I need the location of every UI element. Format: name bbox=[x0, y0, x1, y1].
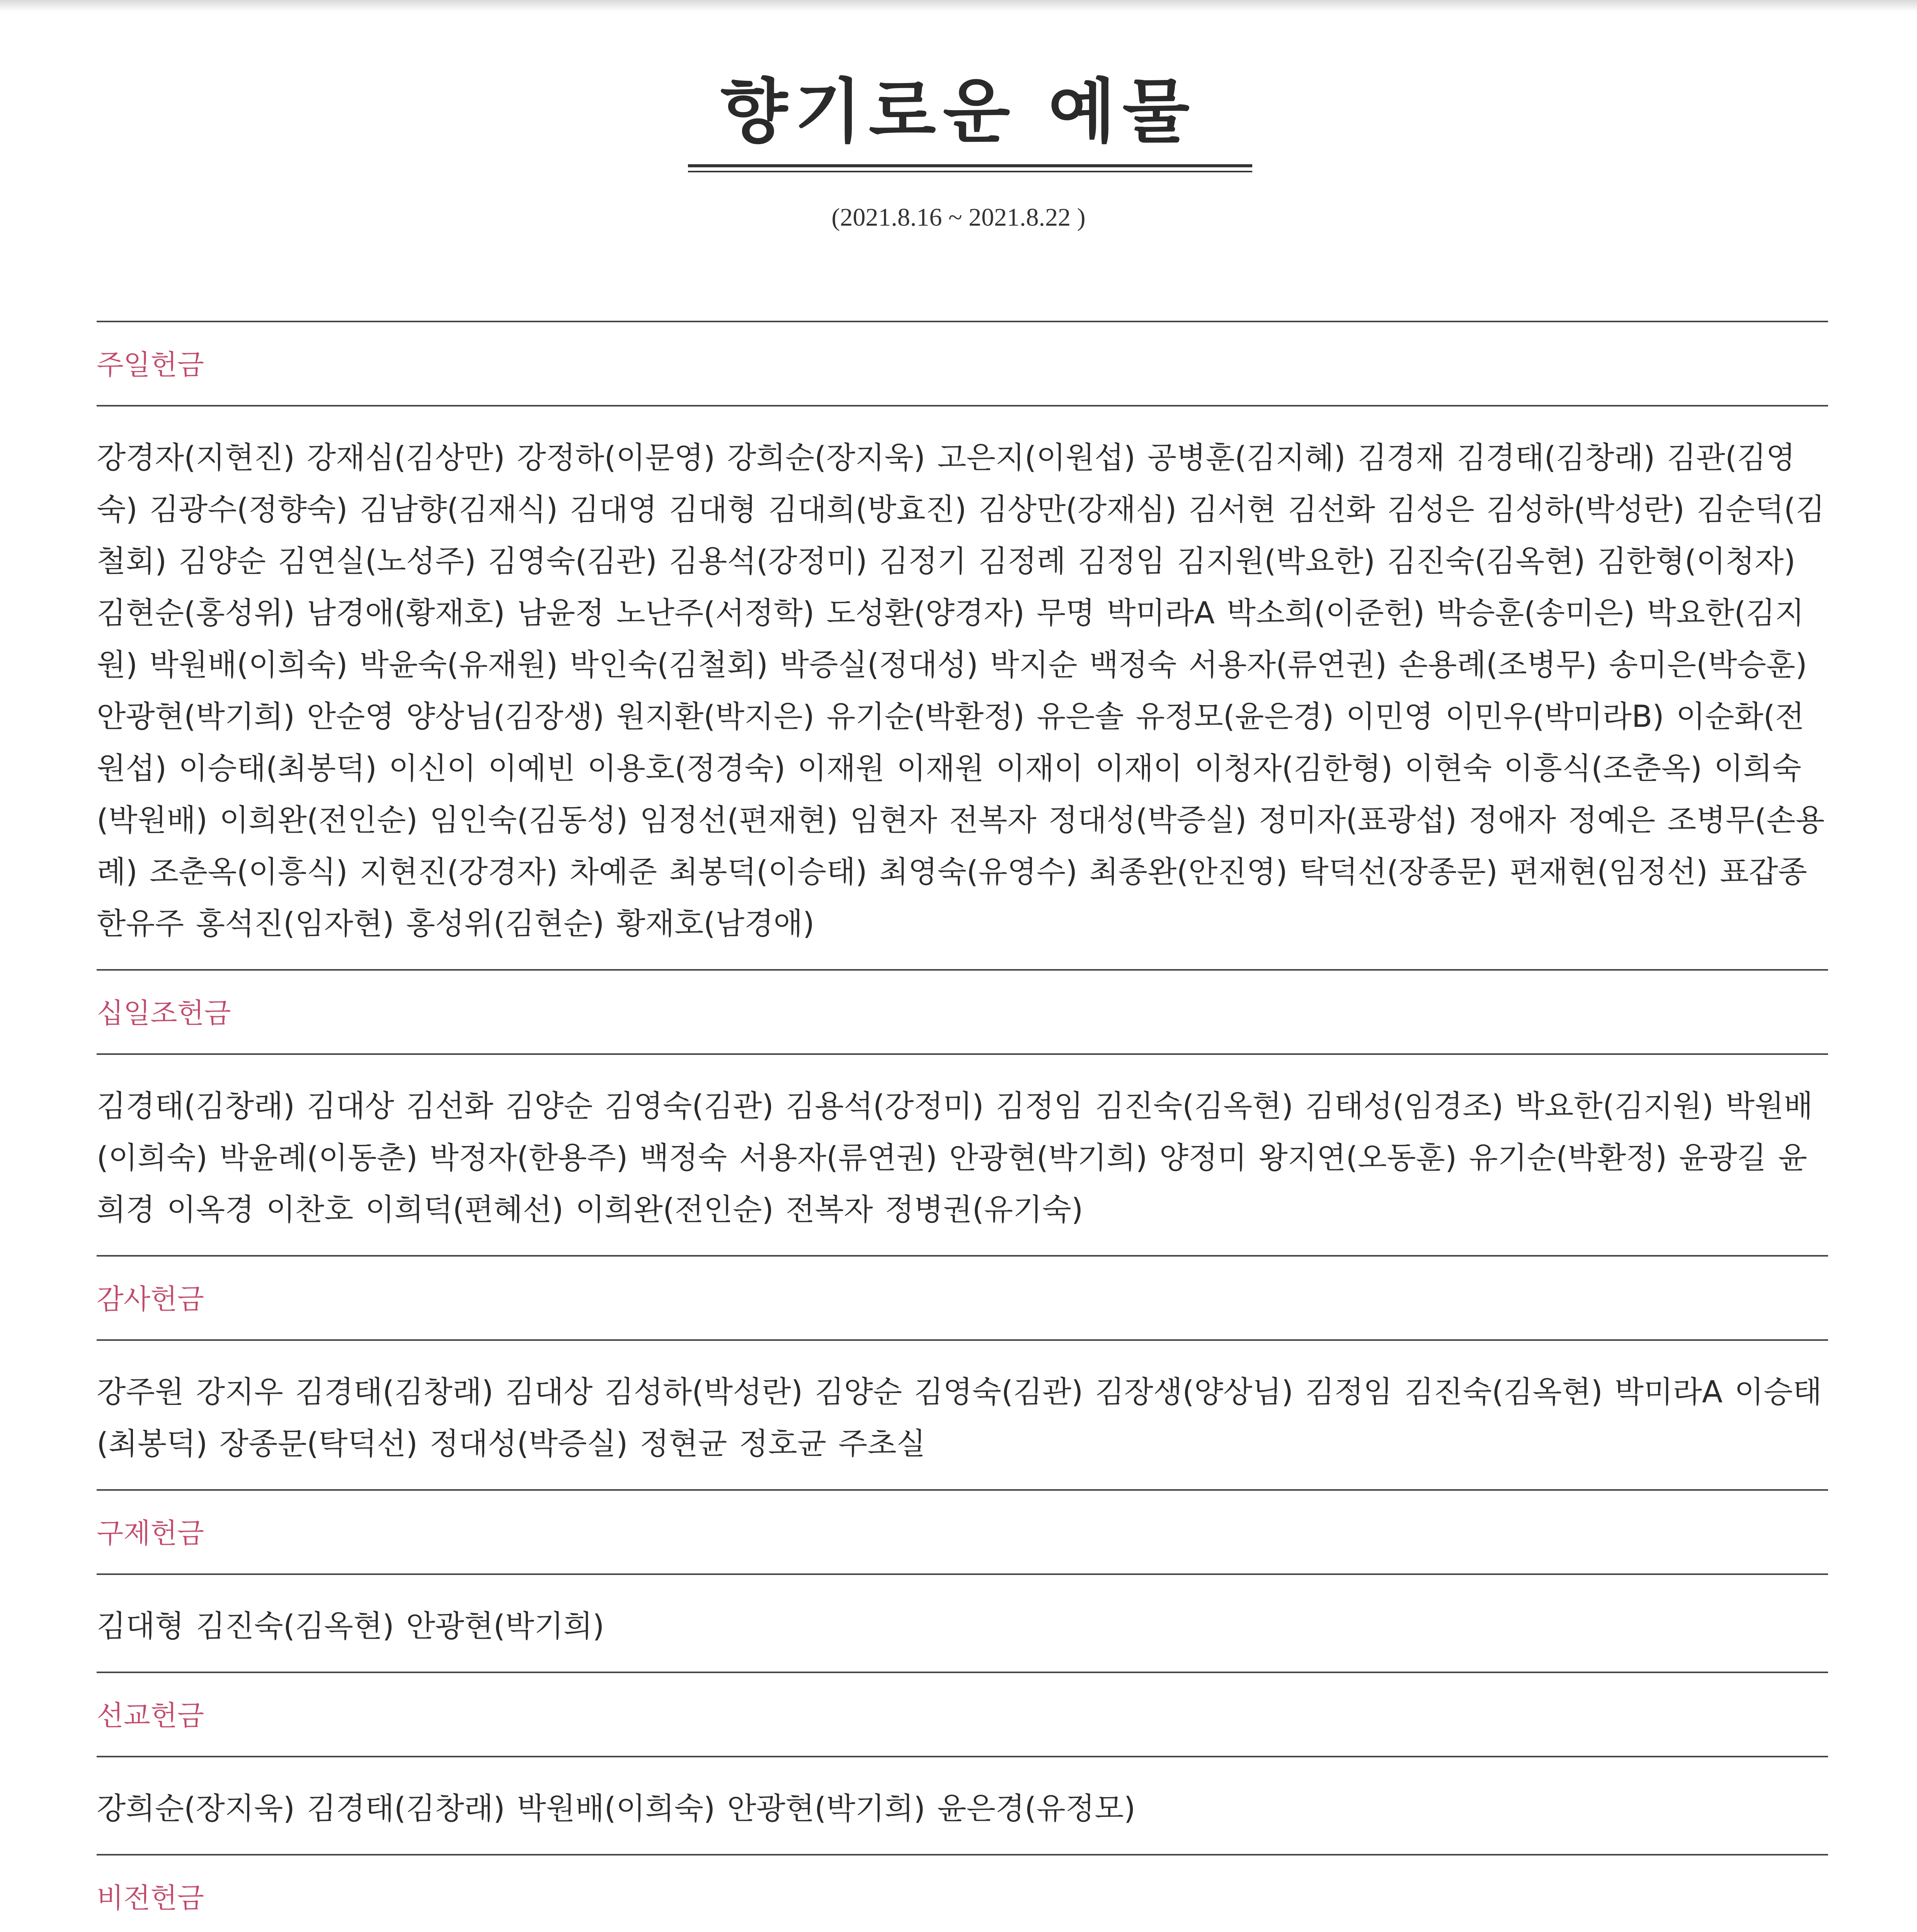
names-relief: 김대형 김진숙(김옥현) 안광현(박기희) bbox=[97, 1600, 1828, 1673]
names-sunday: 강경자(지현진) 강재심(김상만) 강정하(이문영) 강희순(장지욱) 고은지(이원섭) 공병훈(김지혜) 김경재 김경태(김창래) 김관(김영숙) 김광수(정향숙) 김남향(김재식) 김대영 김대형 김대희(방효진) 김상만(강재심) 김서현 김선화 김성은 김성하(박성란) 김순덕(김철회) 김양순 김연실(노성주) 김영숙(김관) 김용석(강정미) 김정기 김정례 김정임 김지원(박요한) 김진숙(김옥현) 김한형(이청자) 김현순(홍성위) 남경애(황재호) 남윤정 노난주(서정학) 도성환(양경자) 무명 박미라A 박소희(이준헌) 박승훈(송미은) 박요한(김지원) 박원배(이희숙) 박윤숙(유재원) 박인숙(김철회) 박증실(정대성) 박지순 백정숙 서용자(류연권) 손용례(조병무) 송미은(박승훈) 안광현(박기희) 안순영 양상님(김장생) 원지환(박지은) 유기순(박환정) 유은솔 유정모(윤은경) 이민영 이민우(박미라B) 이순화(전원섭) 이승태(최봉덕) 이신이 이예빈 이용호(정경숙) 이재원 이재원 이재이 이재이 이청자(김한형) 이현숙 이흥식(조춘옥) 이희숙(박원배) 이희완(전인순) 임인숙(김동성) 임정선(편재현) 임현자 전복자 정대성(박증실) 정미자(표광섭) 정애자 정예은 조병무(손용례) 조춘옥(이흥식) 지현진(강경자) 차예준 최봉덕(이승태) 최영숙(유영수) 최종완(안진영) 탁덕선(장종문) 편재현(임정선) 표갑종 한유주 홍석진(임자현) 홍성위(김현순) 황재호(남경애) bbox=[97, 432, 1828, 971]
names-tithe: 김경태(김창래) 김대상 김선화 김양순 김영숙(김관) 김용석(강정미) 김정임 김진숙(김옥현) 김태성(임경조) 박요한(김지원) 박원배(이희숙) 박윤례(이동춘) 박정자(한용주) 백정숙 서용자(류연권) 안광현(박기희) 양정미 왕지연(오동훈) 유기순(박환정) 윤광길 윤희경 이옥경 이찬호 이희덕(편혜선) 이희완(전인순) 전복자 정병권(유기숙) bbox=[97, 1080, 1828, 1257]
section-title-vision: 비전헌금 bbox=[97, 1879, 1828, 1932]
names-mission: 강희순(장지욱) 김경태(김창래) 박원배(이희숙) 안광현(박기희) 윤은경(유정모) bbox=[97, 1783, 1828, 1855]
title-block bbox=[0, 66, 1917, 158]
offering-list bbox=[97, 321, 1828, 1932]
section-title-relief: 구제헌금 bbox=[97, 1514, 1828, 1575]
page-title: 향기로운 예물 bbox=[720, 71, 1197, 152]
names-thanksgiving: 강주원 강지우 김경태(김창래) 김대상 김성하(박성란) 김양순 김영숙(김관) 김장생(양상님) 김정임 김진숙(김옥현) 박미라A 이승태(최봉덕) 장종문(탁덕선) 정대성(박증실) 정현균 정호균 주초실 bbox=[97, 1366, 1828, 1491]
title-underline bbox=[688, 164, 1252, 167]
section-title-mission: 선교헌금 bbox=[97, 1696, 1828, 1757]
section-title-thanksgiving: 감사헌금 bbox=[97, 1280, 1828, 1341]
section-title-sunday: 주일헌금 bbox=[97, 345, 1828, 406]
title-underline-thin bbox=[688, 171, 1252, 172]
section-divider bbox=[97, 321, 1828, 322]
section-title-tithe: 십일조헌금 bbox=[97, 994, 1828, 1055]
date-range: (2021.8.16 ~ 2021.8.22 ) bbox=[831, 203, 1086, 231]
scan-edge bbox=[0, 0, 1917, 12]
